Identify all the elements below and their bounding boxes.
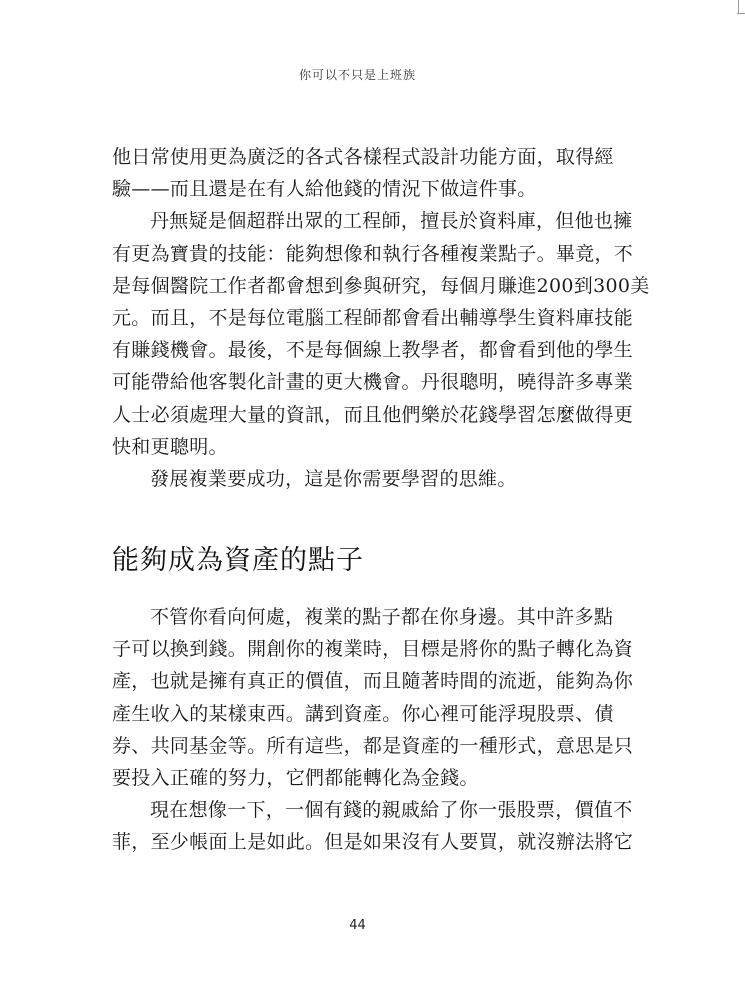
paragraph-line: 券、共同基金等。所有這些，都是資產的一種形式，意思是只: [112, 734, 634, 757]
paragraph-line: 快和更聰明。: [112, 435, 228, 458]
paragraph-line: 元。而且，不是每位電腦工程師都會看出輔導學生資料庫技能: [112, 306, 634, 329]
paragraph-line: 有更為寶貴的技能：能夠想像和執行各種複業點子。畢竟，不: [112, 242, 634, 265]
paragraph-line: 他日常使用更為廣泛的各式各樣程式設計功能方面，取得經: [112, 146, 614, 168]
paragraph-line: 有賺錢機會。最後，不是每個線上教學者，都會看到他的學生: [112, 339, 634, 362]
crop-mark-horizontal: [737, 13, 745, 14]
paragraph-line: 菲，至少帳面上是如此。但是如果沒有人要買，就沒辦法將它: [112, 831, 634, 854]
paragraph-line: 現在想像一下，一個有錢的親戚給了你一張股票，價值不: [150, 799, 633, 822]
paragraph-line: 要投入正確的努力，它們都能轉化為金錢。: [112, 766, 479, 789]
body-text-section-2: [112, 601, 634, 859]
crop-mark-vertical: [738, 0, 739, 14]
paragraph-line: 產，也就是擁有真正的價值，而且隨著時間的流逝，能夠為你: [112, 670, 634, 693]
paragraph-line: 人士必須處理大量的資訊，而且他們樂於花錢學習怎麼做得更: [112, 403, 634, 426]
paragraph-line: 子可以換到錢。開創你的複業時，目標是將你的點子轉化為資: [112, 638, 634, 661]
paragraph-line: 是每個醫院工作者都會想到參與研究，每個月賺進200到300美: [112, 274, 650, 297]
paragraph-line: 產生收入的某樣東西。講到資產。你心裡可能浮現股票、債: [112, 702, 614, 725]
paragraph-line: 驗——而且還是在有人給他錢的情況下做這件事。: [112, 178, 537, 201]
running-header: 你可以不只是上班族: [298, 68, 416, 82]
page-number: 44: [349, 918, 366, 933]
paragraph-line: 不管你看向何處，複業的點子都在你身邊。其中許多點: [150, 606, 614, 628]
section-heading: 能夠成為資產的點子: [112, 545, 364, 576]
body-text-section-1: [112, 141, 650, 495]
paragraph-line: 丹無疑是個超群出眾的工程師，擅長於資料庫，但他也擁: [150, 210, 633, 233]
paragraph-line: 可能帶給他客製化計畫的更大機會。丹很聰明，曉得許多專業: [112, 371, 634, 394]
paragraph-line: 發展複業要成功，這是你需要學習的思維。: [150, 467, 517, 490]
